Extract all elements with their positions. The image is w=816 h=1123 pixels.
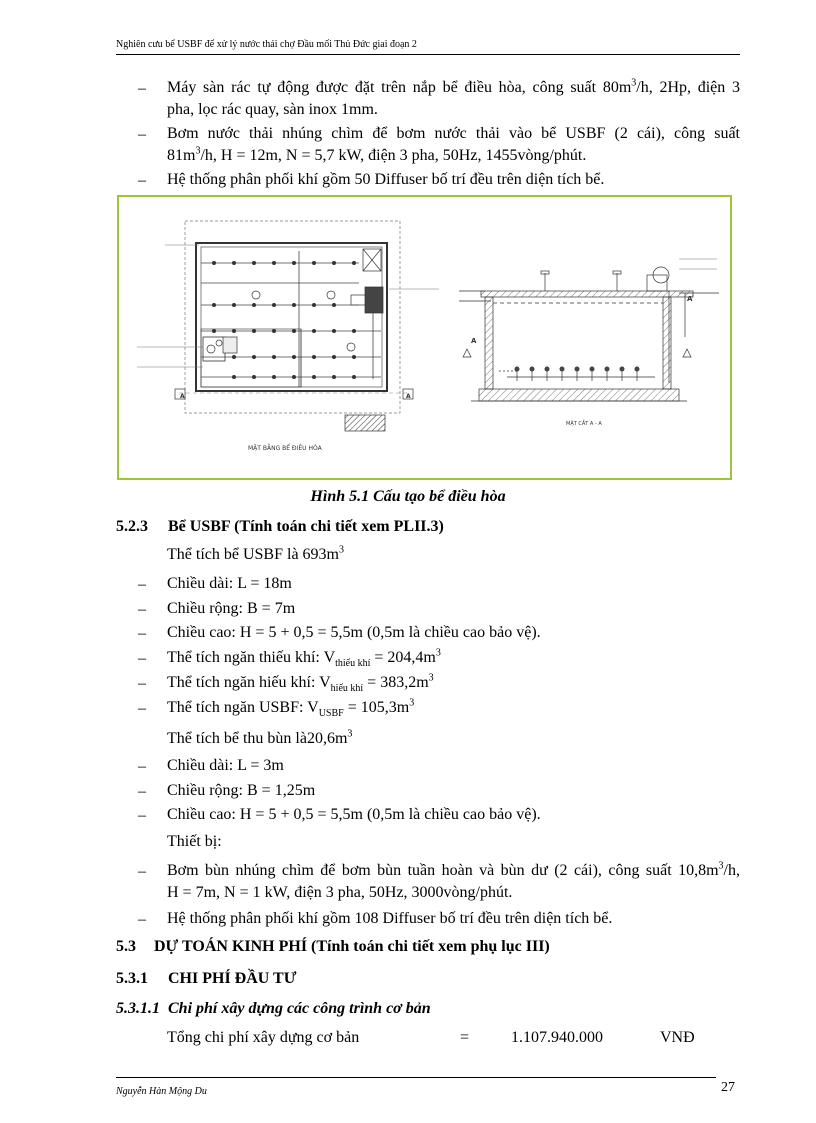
section-heading-5-2-3: 5.2.3 Bể USBF (Tính toán chi tiết xem PLII.3) [116, 518, 444, 535]
section-heading-5-3-1: 5.3.1 CHI PHÍ ĐẦU TƯ [116, 970, 297, 987]
section-label: MẶT CẮT A - A [566, 421, 602, 427]
usbf-air-diffuser: Hệ thống phân phối khí gồm 108 Diffuser bố trí đều trên diện tích bể. [167, 910, 613, 927]
header-rule [116, 54, 740, 55]
section-view [459, 259, 719, 401]
figure-caption: Hình 5.1 Cấu tạo bể điều hòa [310, 488, 506, 505]
usbf-length: Chiều dài: L = 18m [167, 575, 292, 592]
bullet-dash: – [138, 625, 146, 642]
sludge-height: Chiều cao: H = 5 + 0,5 = 5,5m (0,5m là chiều cao bảo vệ). [167, 806, 541, 823]
plan-label: MẶT BẰNG BỂ ĐIỀU HÒA [248, 445, 322, 452]
bullet-dash: – [138, 911, 146, 928]
bullet-dash: – [138, 576, 146, 593]
bullet-wastewater-pump: Bơm nước thải nhúng chìm để bơm nước thải vào bể USBF (2 cái), công suất [167, 125, 740, 142]
bullet-screen-machine: Máy sàn rác tự động được đặt trên nắp bể điều hòa, công suất $80m^3/h$, 2Hp, điện 3 [167, 77, 741, 96]
bullet-screen-machine-line2: pha, lọc rác quay, sàn inox 1mm. [167, 101, 378, 118]
section-marker: A [406, 393, 411, 400]
bullet-dash: – [138, 126, 146, 143]
bullet-air-diffuser: Hệ thống phân phối khí gồm 50 Diffuser bố trí đều trên diện tích bể. [167, 171, 605, 188]
section-marker: A [471, 337, 477, 345]
sludge-length: Chiều dài: L = 3m [167, 757, 284, 774]
cost-label: Tổng chi phí xây dựng cơ bản [167, 1029, 360, 1046]
equipment-label: Thiết bị: [167, 833, 222, 850]
bullet-dash: – [138, 80, 146, 97]
usbf-volume: Thể tích bể USBF là $693m^3$ [167, 544, 344, 563]
bullet-dash: – [138, 601, 146, 618]
usbf-width: Chiều rộng: B = 7m [167, 600, 296, 617]
bullet-dash: – [138, 758, 146, 775]
bullet-dash: – [138, 863, 146, 880]
tank-drawing [119, 197, 730, 478]
anoxic-volume: Thể tích ngăn thiếu khí: $V_{thiếu khí} = 204,4m^3$ [167, 647, 441, 670]
bullet-dash: – [138, 783, 146, 800]
section-marker: A [687, 295, 693, 303]
figure-frame [117, 195, 732, 480]
footer-rule [116, 1077, 716, 1078]
sludge-volume: Thể tích bể thu bùn $là20,6m^3$ [167, 728, 353, 747]
bullet-dash: – [138, 172, 146, 189]
sludge-pump-line2: H = 7m, N = 1 kW, điện 3 pha, 50Hz, 3000vòng/phút. [167, 884, 513, 901]
bullet-dash: – [138, 650, 146, 667]
aerobic-volume: Thể tích ngăn hiếu khí: $V_{hiếu khí} = 383,2m^3$ [167, 672, 434, 695]
cost-value: 1.107.940.000 [511, 1029, 603, 1046]
sludge-width: Chiều rộng: B = 1,25m [167, 782, 316, 799]
bullet-dash: – [138, 700, 146, 717]
section-heading-5-3: 5.3 DỰ TOÁN KINH PHÍ (Tính toán chi tiết xem phụ lục III) [116, 938, 550, 955]
bullet-dash: – [138, 675, 146, 692]
cost-equals: = [460, 1029, 470, 1046]
section-heading-5-3-1-1: 5.3.1.1 Chi phí xây dựng các công trình cơ bản [116, 1000, 431, 1017]
cost-currency: VNĐ [660, 1029, 695, 1046]
page-number: 27 [721, 1080, 735, 1095]
bullet-dash: – [138, 807, 146, 824]
sludge-pump: Bơm bùn nhúng chìm để bơm bùn tuần hoàn và bùn dư (2 cái), công suất $10,8m^3/h$, [167, 860, 740, 879]
footer-author: Nguyễn Hàn Mộng Du [116, 1086, 207, 1097]
usbf-compartment-volume: Thể tích ngăn USBF: $V_{USBF} = 105,3m^3$ [167, 697, 415, 720]
section-marker: A [180, 393, 185, 400]
page-header: Nghiên cưu bể USBF để xử lý nước thải chợ Đầu mối Thủ Đức giai đoạn 2 [116, 39, 417, 50]
usbf-height: Chiều cao: H = 5 + 0,5 = 5,5m (0,5m là chiều cao bảo vệ). [167, 624, 541, 641]
bullet-wastewater-pump-line2: $81m^3/h$, H = 12m, N = 5,7 kW, điện 3 pha, 50Hz, 1455vòng/phút. [167, 145, 587, 164]
